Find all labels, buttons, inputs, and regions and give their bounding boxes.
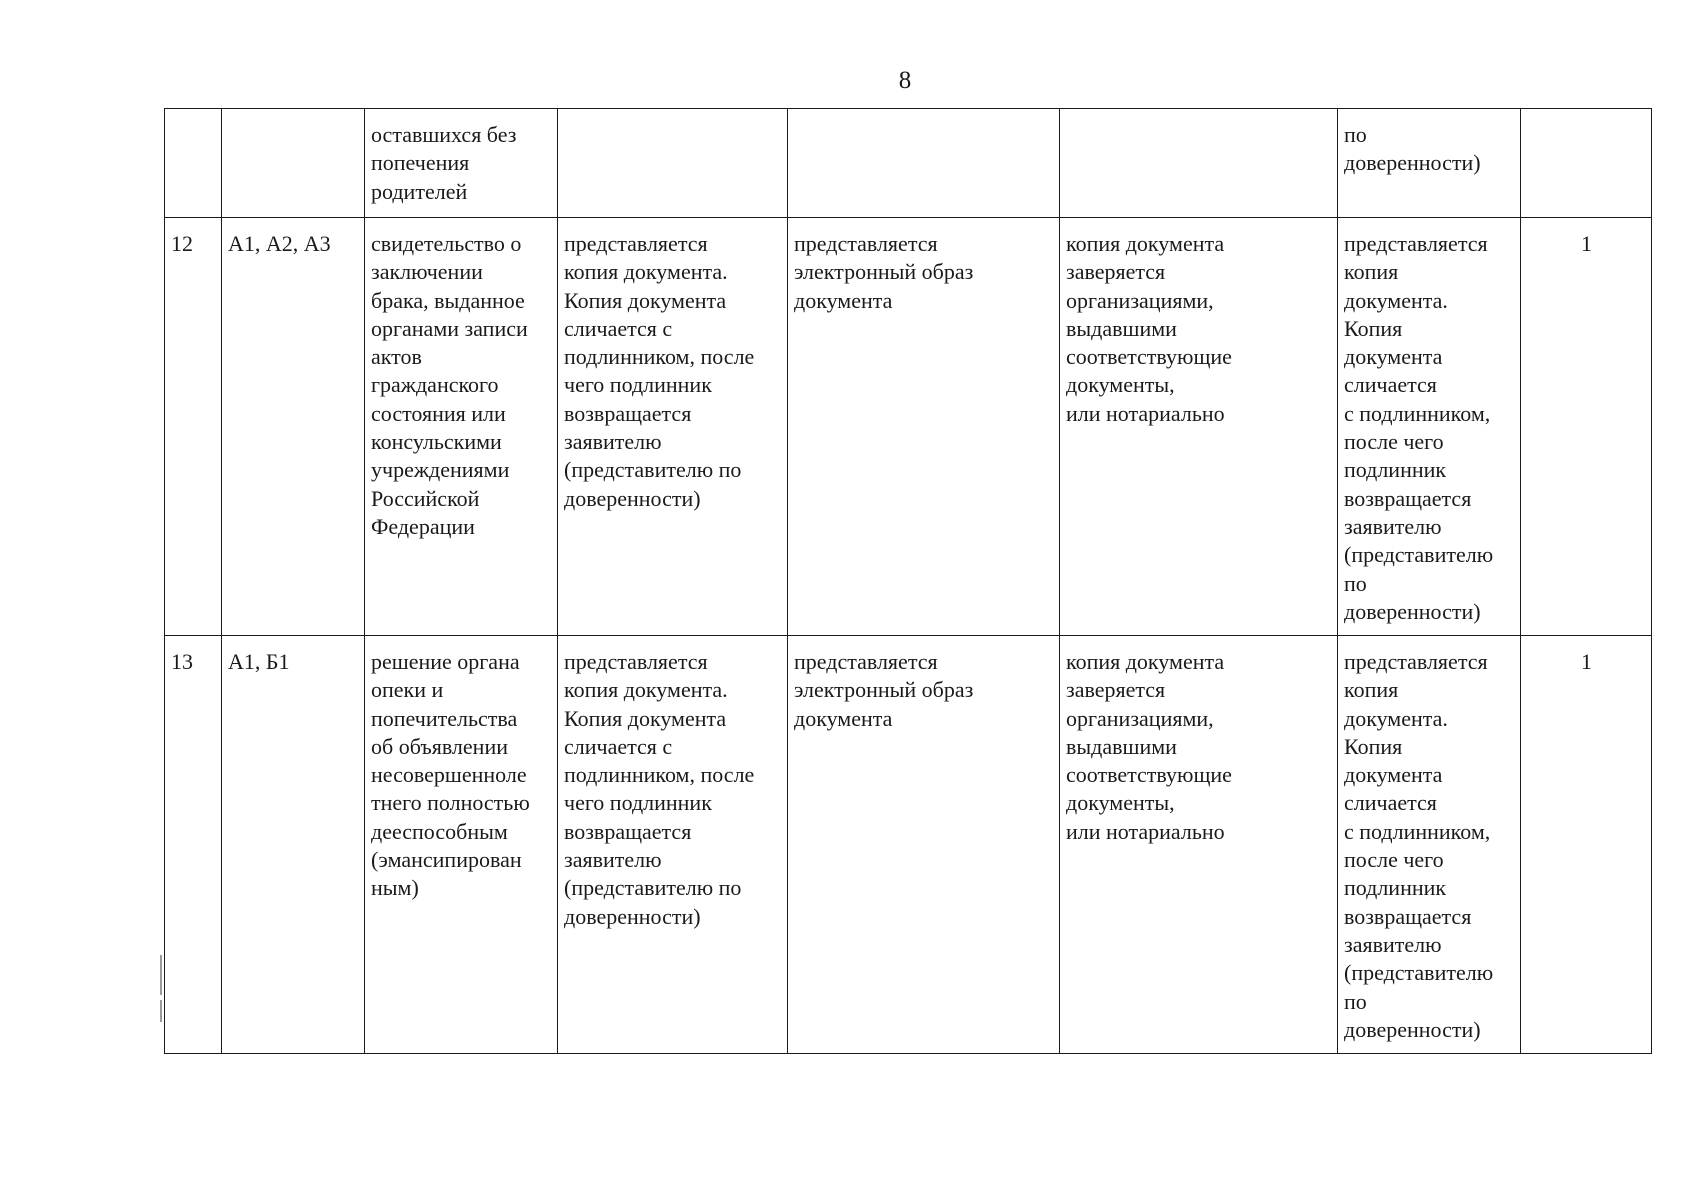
certification-cell: копия документа заверяется организациями, выдавшими соответствующие документы, или нотариально — [1060, 636, 1338, 1054]
scan-edge-mark — [160, 955, 162, 995]
count-cell: 1 — [1521, 636, 1652, 1054]
row-number-cell — [165, 109, 222, 218]
table-row-continuation — [165, 109, 1652, 218]
row-number-cell: 13 — [165, 636, 222, 1054]
copy-terms-cell: по доверенности) — [1338, 109, 1521, 218]
applicant-codes-cell: А1, Б1 — [222, 636, 365, 1054]
electronic-form-cell: представляется электронный образ документа — [788, 636, 1060, 1054]
copy-terms-cell: представляется копия документа. Копия документа сличается с подлинником, после чего подлинник возвращается заявителю (представителю по доверенности) — [1338, 218, 1521, 636]
electronic-form-cell — [788, 109, 1060, 218]
certification-cell: копия документа заверяется организациями, выдавшими соответствующие документы, или нотариально — [1060, 218, 1338, 636]
count-cell — [1521, 109, 1652, 218]
document-table — [164, 108, 1652, 1054]
document-name-cell: оставшихся без попечения родителей — [365, 109, 558, 218]
table-row-13 — [165, 636, 1652, 1054]
paper-form-cell — [558, 109, 788, 218]
electronic-form-cell: представляется электронный образ документа — [788, 218, 1060, 636]
count-cell: 1 — [1521, 218, 1652, 636]
page-number: 8 — [898, 67, 912, 94]
copy-terms-cell: представляется копия документа. Копия документа сличается с подлинником, после чего подлинник возвращается заявителю (представителю по доверенности) — [1338, 636, 1521, 1054]
paper-form-cell: представляется копия документа. Копия документа сличается с подлинником, после чего подлинник возвращается заявителю (представителю по доверенности) — [558, 636, 788, 1054]
document-name-cell: решение органа опеки и попечительства об объявлении несовершенноле тнего полностью дееспособным (эмансипирован ным) — [365, 636, 558, 1054]
certification-cell — [1060, 109, 1338, 218]
paper-form-cell: представляется копия документа. Копия документа сличается с подлинником, после чего подлинник возвращается заявителю (представителю по доверенности) — [558, 218, 788, 636]
document-name-cell: свидетельство о заключении брака, выданное органами записи актов гражданского состояния или консульскими учреждениями Российской Федерации — [365, 218, 558, 636]
scan-edge-mark — [160, 1000, 162, 1022]
table-row-12 — [165, 218, 1652, 636]
row-number-cell: 12 — [165, 218, 222, 636]
applicant-codes-cell — [222, 109, 365, 218]
applicant-codes-cell: А1, А2, А3 — [222, 218, 365, 636]
